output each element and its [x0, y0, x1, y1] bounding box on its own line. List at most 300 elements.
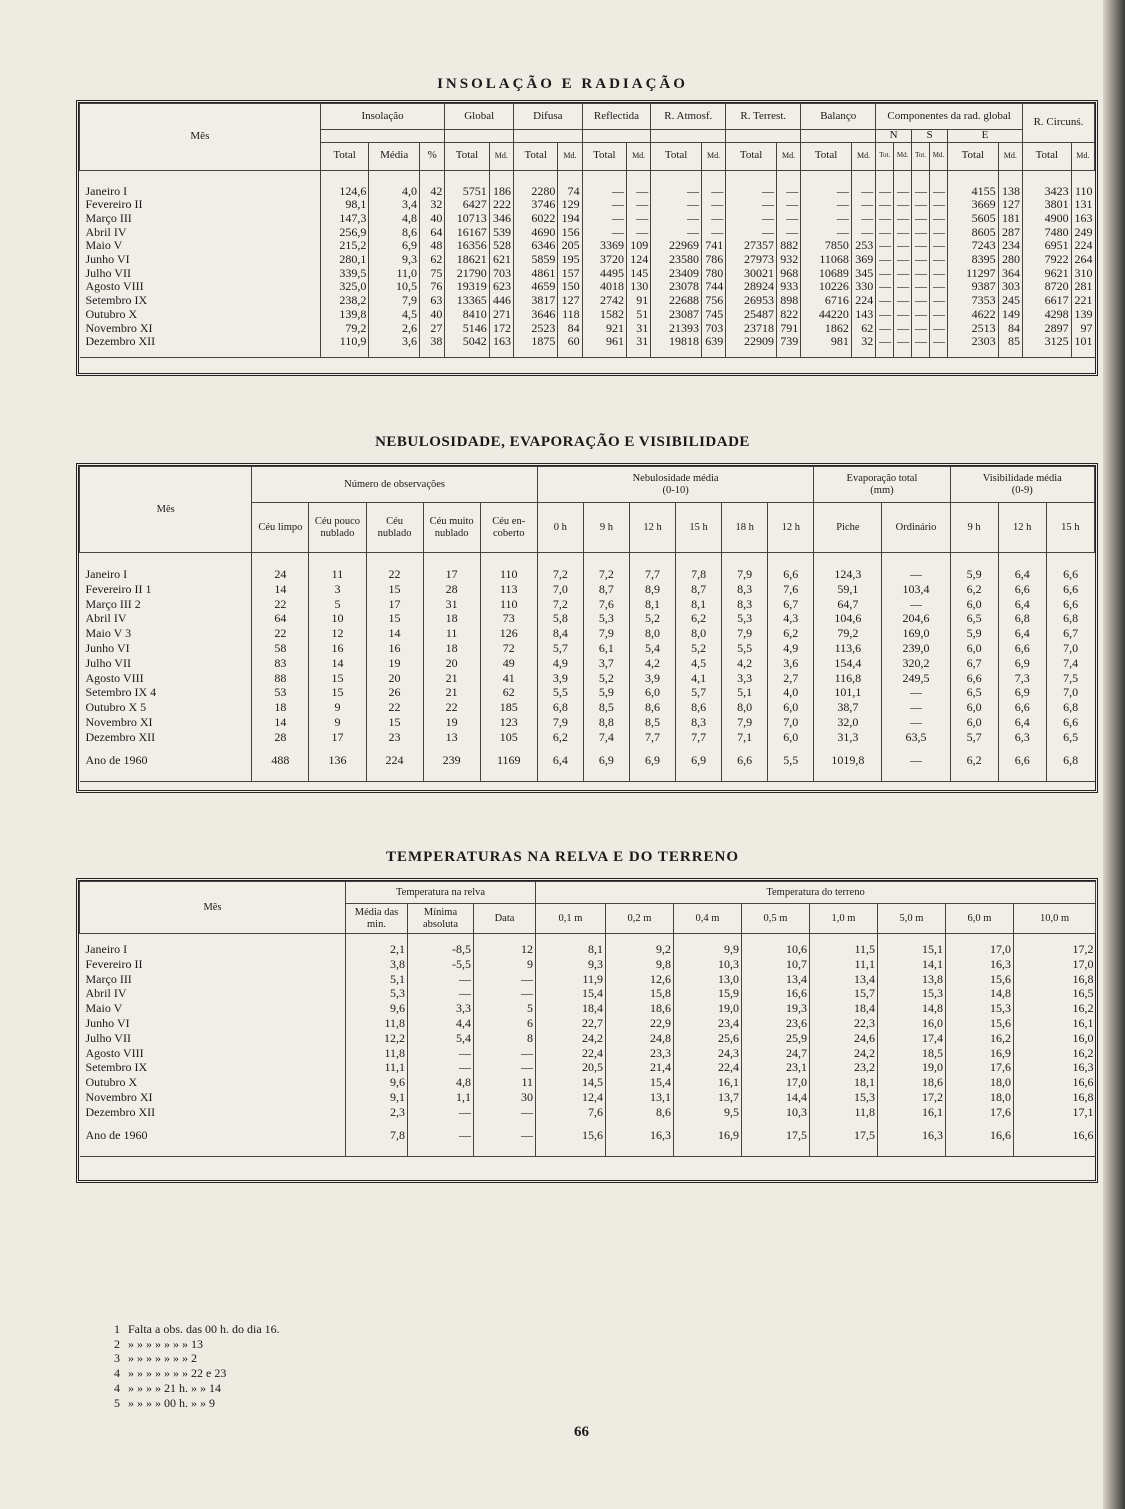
- value-cell: 23087: [651, 308, 702, 322]
- footnotes: [110, 1322, 284, 1410]
- value-cell: 195: [558, 253, 582, 267]
- value-cell: 73: [480, 611, 537, 626]
- value-cell: 139,8: [320, 308, 369, 322]
- value-cell: 249,5: [882, 671, 950, 686]
- value-cell: 113,6: [814, 641, 882, 656]
- value-cell: 8,6: [606, 1105, 674, 1120]
- value-cell: 8,9: [629, 582, 675, 597]
- value-cell: 24: [252, 567, 309, 582]
- value-cell: 24,3: [674, 1046, 742, 1061]
- value-cell: 6,6: [1046, 597, 1094, 612]
- value-cell: 6,6: [1046, 715, 1094, 730]
- year-label: Ano de 1960: [85, 1127, 148, 1142]
- value-cell: 14: [252, 715, 309, 730]
- value-cell: 17,2: [1014, 942, 1096, 957]
- value-cell: 28: [423, 582, 480, 597]
- value-cell: 18: [423, 641, 480, 656]
- value-cell: 8,3: [676, 715, 722, 730]
- value-cell: 13,4: [810, 972, 878, 987]
- value-cell: 22,9: [606, 1016, 674, 1031]
- value-cell: 110,9: [320, 335, 369, 349]
- value-cell: 7,0: [1046, 685, 1094, 700]
- value-cell: 22909: [726, 335, 777, 349]
- value-cell: 2897: [1023, 322, 1072, 336]
- value-cell: 5042: [445, 335, 489, 349]
- value-cell: 16,6: [742, 986, 810, 1001]
- value-cell: 921: [582, 322, 626, 336]
- value-cell: 49: [480, 656, 537, 671]
- value-cell: —: [851, 226, 875, 240]
- value-cell: 15,3: [810, 1090, 878, 1105]
- header-total: Total: [726, 142, 777, 170]
- value-cell: 6346: [514, 239, 558, 253]
- header-total: Total: [320, 142, 369, 170]
- value-cell: 4659: [514, 280, 558, 294]
- temperaturas-table-box: [76, 878, 1098, 1183]
- value-cell: 16,1: [1014, 1016, 1096, 1031]
- value-cell: 7,6: [536, 1105, 606, 1120]
- table-row: [80, 294, 1095, 308]
- header-mes: Mês: [80, 467, 252, 553]
- value-cell: 24,2: [810, 1046, 878, 1061]
- value-cell: 215,2: [320, 239, 369, 253]
- value-cell: 17,2: [878, 1090, 946, 1105]
- value-cell: 703: [701, 322, 725, 336]
- value-cell: 1169: [480, 753, 537, 768]
- table-row: [80, 1046, 1096, 1061]
- value-cell: 38,7: [814, 700, 882, 715]
- value-cell: 10689: [801, 267, 852, 281]
- value-cell: 330: [851, 280, 875, 294]
- value-cell: 239,0: [882, 641, 950, 656]
- value-cell: 22,4: [536, 1046, 606, 1061]
- value-cell: 16,6: [1014, 1128, 1096, 1143]
- value-cell: 4,8: [369, 212, 420, 226]
- value-cell: 539: [489, 226, 513, 240]
- value-cell: 19319: [445, 280, 489, 294]
- value-cell: 19,0: [674, 1001, 742, 1016]
- value-cell: —: [876, 335, 894, 349]
- footnote-number: 3: [114, 1351, 120, 1366]
- header-depth-6-0: 6,0 m: [946, 904, 1014, 934]
- value-cell: —: [876, 253, 894, 267]
- value-cell: 6427: [445, 198, 489, 212]
- value-cell: 32,0: [814, 715, 882, 730]
- value-cell: 15,6: [946, 972, 1014, 987]
- value-cell: 53: [252, 685, 309, 700]
- value-cell: 17,6: [946, 1105, 1014, 1120]
- value-cell: 639: [701, 335, 725, 349]
- month-label: Abril IV: [85, 225, 127, 239]
- value-cell: 5,3: [346, 986, 408, 1001]
- value-cell: 8,8: [583, 715, 629, 730]
- value-cell: —: [930, 185, 948, 199]
- month-label: Maio V: [85, 1001, 123, 1016]
- value-cell: 18,4: [810, 1001, 878, 1016]
- value-cell: -8,5: [408, 942, 474, 957]
- value-cell: 51: [626, 308, 650, 322]
- value-cell: 741: [701, 239, 725, 253]
- value-cell: 32: [420, 198, 445, 212]
- value-cell: 8395: [947, 253, 998, 267]
- value-cell: 16: [366, 641, 423, 656]
- value-cell: 4495: [582, 267, 626, 281]
- header-vis-15h: 15 h: [1046, 503, 1094, 553]
- value-cell: 16,9: [946, 1046, 1014, 1061]
- value-cell: 10,6: [742, 942, 810, 957]
- value-cell: 147,3: [320, 212, 369, 226]
- value-cell: 194: [558, 212, 582, 226]
- value-cell: 9,3: [536, 957, 606, 972]
- value-cell: —: [876, 185, 894, 199]
- header-neb-12h-b: 12 h: [768, 503, 814, 553]
- value-cell: 739: [776, 335, 800, 349]
- value-cell: 8720: [1023, 280, 1072, 294]
- value-cell: 280,1: [320, 253, 369, 267]
- value-cell: 898: [776, 294, 800, 308]
- value-cell: 15,1: [878, 942, 946, 957]
- value-cell: 3369: [582, 239, 626, 253]
- value-cell: 16,3: [878, 1128, 946, 1143]
- value-cell: 18621: [445, 253, 489, 267]
- value-cell: 6,0: [950, 700, 998, 715]
- value-cell: —: [882, 685, 950, 700]
- value-cell: 84: [558, 322, 582, 336]
- value-cell: 205: [558, 239, 582, 253]
- year-label: Ano de 1960: [85, 752, 148, 767]
- value-cell: 6,7: [768, 597, 814, 612]
- value-cell: 7,7: [629, 567, 675, 582]
- value-cell: 2523: [514, 322, 558, 336]
- value-cell: 17: [309, 730, 366, 745]
- value-cell: 23,3: [606, 1046, 674, 1061]
- header-evaporacao: [814, 467, 950, 503]
- value-cell: 8,4: [537, 626, 583, 641]
- value-cell: 59,1: [814, 582, 882, 597]
- value-cell: 4,9: [768, 641, 814, 656]
- value-cell: —: [930, 198, 948, 212]
- value-cell: —: [626, 198, 650, 212]
- header-tot: Tot.: [912, 142, 930, 170]
- value-cell: 3801: [1023, 198, 1072, 212]
- value-cell: 786: [701, 253, 725, 267]
- value-cell: 136: [309, 753, 366, 768]
- value-cell: 17,1: [1014, 1105, 1096, 1120]
- value-cell: 1,1: [408, 1090, 474, 1105]
- header-componentes: Componentes da rad. global: [876, 104, 1023, 130]
- value-cell: 26953: [726, 294, 777, 308]
- value-cell: 7,3: [998, 671, 1046, 686]
- value-cell: 703: [489, 267, 513, 281]
- value-cell: —: [894, 308, 912, 322]
- value-cell: 933: [776, 280, 800, 294]
- value-cell: 6,6: [998, 582, 1046, 597]
- value-cell: 224: [1071, 239, 1094, 253]
- value-cell: —: [801, 226, 852, 240]
- value-cell: —: [851, 212, 875, 226]
- value-cell: 9,2: [606, 942, 674, 957]
- header-md: Md.: [558, 142, 582, 170]
- nebulosidade-title: NEBULOSIDADE, EVAPORAÇÃO E VISIBILIDADE: [375, 434, 750, 450]
- value-cell: 1019,8: [814, 753, 882, 768]
- header-piche: Piche: [814, 503, 882, 553]
- month-label: Julho VII: [85, 266, 131, 280]
- value-cell: 7,2: [583, 567, 629, 582]
- value-cell: 4298: [1023, 308, 1072, 322]
- header-ceu-pouco-nublado: Céu pouco nublado: [309, 503, 366, 553]
- value-cell: 22: [423, 700, 480, 715]
- value-cell: 14: [309, 656, 366, 671]
- header-vis-title: Visibilidade média: [982, 473, 1062, 485]
- value-cell: 23,2: [810, 1060, 878, 1075]
- header-ceu-limpo: Céu limpo: [252, 503, 309, 553]
- value-cell: 4,5: [676, 656, 722, 671]
- header-total: Total: [947, 142, 998, 170]
- value-cell: 145: [626, 267, 650, 281]
- value-cell: —: [912, 226, 930, 240]
- month-label: Abril IV: [85, 611, 127, 626]
- table-row: [80, 671, 1095, 686]
- month-label: Dezembro XII: [85, 729, 156, 744]
- value-cell: 6,8: [1046, 700, 1094, 715]
- value-cell: 6,5: [950, 611, 998, 626]
- value-cell: 110: [480, 597, 537, 612]
- header-relva: Temperatura na relva: [346, 882, 536, 904]
- value-cell: 16,6: [1014, 1075, 1096, 1090]
- value-cell: 5146: [445, 322, 489, 336]
- value-cell: 11: [309, 567, 366, 582]
- value-cell: 3,8: [346, 957, 408, 972]
- value-cell: 6,0: [950, 715, 998, 730]
- table-row: [80, 1016, 1096, 1031]
- value-cell: 19,0: [878, 1060, 946, 1075]
- value-cell: 6,6: [768, 567, 814, 582]
- value-cell: 345: [851, 267, 875, 281]
- value-cell: 3746: [514, 198, 558, 212]
- value-cell: 6,0: [768, 700, 814, 715]
- value-cell: 14,8: [946, 986, 1014, 1001]
- value-cell: 62: [480, 685, 537, 700]
- value-cell: 3,3: [408, 1001, 474, 1016]
- value-cell: 14: [366, 626, 423, 641]
- value-cell: 18,6: [606, 1001, 674, 1016]
- value-cell: 109: [626, 239, 650, 253]
- value-cell: —: [894, 280, 912, 294]
- table-row: [80, 1075, 1096, 1090]
- value-cell: 127: [558, 294, 582, 308]
- month-label: Setembro IX: [85, 1060, 148, 1075]
- value-cell: 16,2: [1014, 1046, 1096, 1061]
- value-cell: 14,1: [878, 957, 946, 972]
- value-cell: 6,9: [998, 656, 1046, 671]
- table-row: [80, 267, 1095, 281]
- value-cell: 6,8: [998, 611, 1046, 626]
- table-row: [80, 198, 1095, 212]
- value-cell: 24,8: [606, 1031, 674, 1046]
- value-cell: 4,0: [768, 685, 814, 700]
- value-cell: 62: [420, 253, 445, 267]
- value-cell: 6951: [1023, 239, 1072, 253]
- value-cell: 287: [998, 226, 1022, 240]
- temperaturas-table-body: [80, 934, 1096, 1157]
- month-label: Dezembro XII: [85, 1104, 156, 1119]
- value-cell: 8,7: [676, 582, 722, 597]
- value-cell: 149: [998, 308, 1022, 322]
- value-cell: 5,5: [722, 641, 768, 656]
- value-cell: —: [726, 226, 777, 240]
- value-cell: 19818: [651, 335, 702, 349]
- table-row: [80, 308, 1095, 322]
- value-cell: 22: [252, 626, 309, 641]
- value-cell: 5,2: [676, 641, 722, 656]
- month-label: Junho VI: [85, 1015, 130, 1030]
- value-cell: 18,1: [810, 1075, 878, 1090]
- footnote-number: 4: [114, 1380, 120, 1395]
- value-cell: 17,4: [878, 1031, 946, 1046]
- table-row: [80, 322, 1095, 336]
- value-cell: 3125: [1023, 335, 1072, 349]
- header-data: Data: [474, 904, 536, 934]
- value-cell: 126: [480, 626, 537, 641]
- value-cell: —: [912, 280, 930, 294]
- value-cell: 6,8: [1046, 753, 1094, 768]
- value-cell: 10713: [445, 212, 489, 226]
- value-cell: 5: [474, 1001, 536, 1016]
- value-cell: 2,3: [346, 1105, 408, 1120]
- value-cell: 21790: [445, 267, 489, 281]
- value-cell: 23,4: [674, 1016, 742, 1031]
- header-balanco: Balanço: [801, 104, 876, 130]
- value-cell: -5,5: [408, 957, 474, 972]
- value-cell: 2,6: [369, 322, 420, 336]
- header-numero-obs: Número de observações: [252, 467, 538, 503]
- footnote-number: 4: [114, 1366, 120, 1381]
- table-row: [80, 567, 1095, 582]
- value-cell: 3646: [514, 308, 558, 322]
- value-cell: 224: [851, 294, 875, 308]
- value-cell: 163: [489, 335, 513, 349]
- value-cell: —: [582, 185, 626, 199]
- nebulosidade-table-body: [80, 553, 1095, 782]
- value-cell: —: [894, 335, 912, 349]
- value-cell: 239: [423, 753, 480, 768]
- header-comp-e: E: [947, 130, 1022, 143]
- footnote-text: Falta a obs. das 00 h. do dia 16.: [128, 1322, 280, 1336]
- value-cell: 10,5: [369, 280, 420, 294]
- value-cell: —: [776, 185, 800, 199]
- value-cell: 186: [489, 185, 513, 199]
- value-cell: 11: [423, 626, 480, 641]
- value-cell: 822: [776, 308, 800, 322]
- value-cell: 3,6: [768, 656, 814, 671]
- value-cell: 91: [626, 294, 650, 308]
- header-depth-5-0: 5,0 m: [878, 904, 946, 934]
- value-cell: 18,5: [878, 1046, 946, 1061]
- table-row: [80, 582, 1095, 597]
- value-cell: 17,0: [1014, 957, 1096, 972]
- value-cell: 21: [423, 685, 480, 700]
- value-cell: 22: [366, 700, 423, 715]
- value-cell: 62: [851, 322, 875, 336]
- value-cell: 181: [998, 212, 1022, 226]
- value-cell: 72: [480, 641, 537, 656]
- value-cell: —: [912, 198, 930, 212]
- month-label: Outubro X 5: [85, 700, 147, 715]
- value-cell: 58: [252, 641, 309, 656]
- header-global: Global: [445, 104, 514, 130]
- value-cell: 16,2: [946, 1031, 1014, 1046]
- value-cell: 27: [420, 322, 445, 336]
- header-depth-10-0: 10,0 m: [1014, 904, 1096, 934]
- value-cell: —: [651, 226, 702, 240]
- value-cell: —: [701, 226, 725, 240]
- value-cell: 88: [252, 671, 309, 686]
- header-md: Md.: [894, 142, 912, 170]
- value-cell: 15,8: [606, 986, 674, 1001]
- value-cell: —: [776, 212, 800, 226]
- value-cell: 23580: [651, 253, 702, 267]
- header-nebulosidade: [537, 467, 814, 503]
- value-cell: 303: [998, 280, 1022, 294]
- value-cell: 22,3: [810, 1016, 878, 1031]
- value-cell: 101,1: [814, 685, 882, 700]
- header-pct: %: [420, 142, 445, 170]
- value-cell: 79,2: [814, 626, 882, 641]
- value-cell: 63,5: [882, 730, 950, 745]
- table-row: [80, 641, 1095, 656]
- value-cell: —: [851, 198, 875, 212]
- month-label: Junho VI: [85, 640, 130, 655]
- value-cell: 6,6: [1046, 582, 1094, 597]
- value-cell: 23,6: [742, 1016, 810, 1031]
- value-cell: —: [930, 226, 948, 240]
- value-cell: 9,9: [674, 942, 742, 957]
- value-cell: 139: [1071, 308, 1094, 322]
- month-label: Novembro XI: [85, 321, 153, 335]
- value-cell: 15: [366, 611, 423, 626]
- value-cell: 6,6: [998, 753, 1046, 768]
- footnote-number: 1: [114, 1322, 120, 1336]
- header-terreno: Temperatura do terreno: [536, 882, 1096, 904]
- value-cell: 42: [420, 185, 445, 199]
- value-cell: 2303: [947, 335, 998, 349]
- value-cell: 20: [423, 656, 480, 671]
- value-cell: —: [776, 198, 800, 212]
- value-cell: 15,4: [536, 986, 606, 1001]
- value-cell: 4,8: [408, 1075, 474, 1090]
- value-cell: 16,3: [946, 957, 1014, 972]
- value-cell: 25,6: [674, 1031, 742, 1046]
- header-difusa: Difusa: [514, 104, 583, 130]
- value-cell: 932: [776, 253, 800, 267]
- value-cell: 23,1: [742, 1060, 810, 1075]
- table-row: [80, 656, 1095, 671]
- value-cell: 9: [309, 700, 366, 715]
- header-vis-9h: 9 h: [950, 503, 998, 553]
- table-row: [80, 685, 1095, 700]
- value-cell: 6,4: [998, 567, 1046, 582]
- value-cell: —: [876, 212, 894, 226]
- value-cell: 25,9: [742, 1031, 810, 1046]
- value-cell: 16167: [445, 226, 489, 240]
- value-cell: —: [474, 1128, 536, 1143]
- year-total-row: [80, 1128, 1096, 1143]
- page-edge: [1103, 0, 1125, 1509]
- temperaturas-title: TEMPERATURAS NA RELVA E DO TERRENO: [385, 849, 740, 865]
- value-cell: 7,6: [768, 582, 814, 597]
- value-cell: 346: [489, 212, 513, 226]
- value-cell: 169,0: [882, 626, 950, 641]
